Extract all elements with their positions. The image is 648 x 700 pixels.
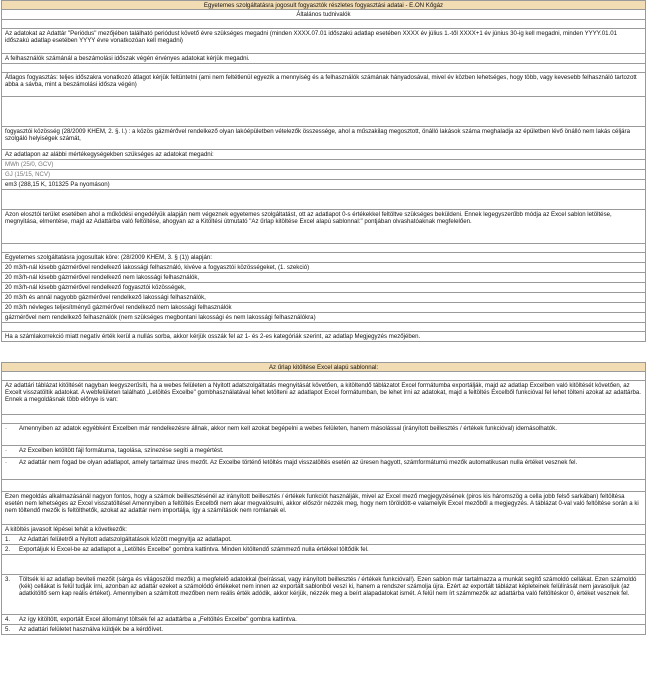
- step-item: [1, 625, 646, 635]
- section-title: Egyetemes szolgáltatásra jogosult fogyasztók részletes fogyasztási adatai - E.ON Kőgáz: [1, 0, 646, 10]
- paragraph-period: Az adatokat az Adattár "Periódus" mezőjében található periódust követő évre szükséges megadni (minden XXXX.07.01 időszakú adatlap esetében XXXX év július 1.-től XXXX+1 év június 30-ig kell megadni, minden YYYY.01.01 időszakú adatlap esetében YYYY évre vonatkozóan kell megadni): [1, 29, 646, 54]
- blank-row: [1, 323, 646, 332]
- step-text: Az Adattári felületről a Nyitott adatszolgáltatások között megnyitja az adatlapot.: [19, 536, 232, 543]
- step-item: [1, 575, 646, 615]
- step-text: Az adattári felületet használva küldjék be a kérdőívet.: [19, 626, 163, 633]
- unit-em3: em3 (288,15 K, 101325 Pa nyomáson): [1, 180, 646, 190]
- blank-row: [1, 20, 646, 29]
- bullet-text: Az adattár nem fogad be olyan adatlapot, amely tartalmaz üres mezőt. Az Excelbe történő letöltés majd visszatöltés esetén az üresen hagyott, számformátumú mezők automatikusan nulla értéket vesznek fel.: [19, 459, 578, 466]
- bullet-item: [1, 424, 646, 446]
- paragraph-users: A felhasználók számánál a beszámolási időszak végén érvényes adatokat kérjük megadni.: [1, 54, 646, 64]
- paragraph-zero-values: Azon elosztói terület esetében ahol a működési engedélyük alapján nem végeznek egyetemes szolgáltatást, ott az adatlapot 0-s értékekkel feltöltve szükséges beküldeni. Ennek legegyszerűbb módja az Excel sablon letöltése, megnyitása, elmentése, majd az Adattárba való feltöltése, ahogyan az a Kitöltési útmutató "Az űrlap kitöltése Excel alapú sablonnal:" pontjában olvashatóaknak megfelelően.: [1, 210, 646, 244]
- blank-row: [1, 64, 646, 73]
- blank-row: [1, 244, 646, 253]
- eligible-item: 20 m3/h és annál nagyobb gázmérővel rendelkező lakossági felhasználók,: [1, 293, 646, 303]
- eligible-item: 20 m3/h-nál kisebb gázmérővel rendelkező fogyasztói közösségek,: [1, 283, 646, 293]
- step-item: [1, 545, 646, 555]
- unit-gj: GJ (15/15, NCV): [1, 170, 646, 180]
- spacer: [1, 342, 646, 362]
- paragraph-paste-values: Ezen megoldás alkalmazásánál nagyon fontos, hogy a számok beillesztésénél az irányított beillesztés / értékek funkciót használják, mivel az Excel mező megjegyzésének (piros kis háromszög a cella jobb felső sarkában) feltöltésa esetén nem lehetséges az Excel visszatöltésel Amennyiben a feltöltés Excelből nem akar megvalósulni, akkor először nézzék meg, hogy nem töröldött-e valamelyik Excel mezőből a megjegyzés. A táblázat 0-val való feltöltése során a ki nem töltendő mezők is feltölthetők, azokat az adattár nem importálja, így a számítások nem romlanak el.: [1, 492, 646, 525]
- step-number: 5.: [5, 626, 11, 633]
- paragraph-units-intro: Az adatlapon az alábbi mértékegységekben szükséges az adatokat megadni:: [1, 150, 646, 160]
- step-text: Töltsék ki az adatlap beviteli mezőit (sárga és világoszöld mezők) a megfelelő adatokkal (beírással, vagy irányított beillesztés / értékek funkcióval!). Ezen sablon már tartalmazza a munkát segítő számoldó cellákat. Ezen számoldó (kék) cellákat is felül tudják írni, azonban az adattár ezeket a számolódó értékeket nem innen az exportált sablonból veszi ki, hanem a rendszer számolja újra. Ezért az exportált táblázat képleteinek felülírását nem javasoljuk (az adatkitöltő sem kap reális értéket). Amennyiben a számított mezőben nem reális érték adódik, akkor kérjük, nézzék meg a beírt alapadatokat ismét. A felül nem írt számmezők az adattárba való feltöltéskor 0, értéket vesznek fel.: [19, 576, 637, 598]
- spreadsheet: [1, 0, 646, 635]
- blank-row: [1, 97, 646, 127]
- bullet-mark: ·: [5, 459, 8, 466]
- steps-intro: A kitöltés javasolt lépései tehát a következők:: [1, 525, 646, 535]
- step-item: [1, 615, 646, 625]
- step-item: [1, 535, 646, 545]
- eligible-item: 20 m3/h névleges teljesítményű gázmérővel rendelkező nem lakossági felhasználók: [1, 303, 646, 313]
- step-text: Exportáljuk ki Excel-be az adatlapot a „Letöltés Excelbe" gombra kattintva. Minden kitöltendő számmező nulla értékkel töltődik fel.: [19, 546, 369, 553]
- bullet-mark: ·: [5, 447, 8, 454]
- blank-row: [1, 555, 646, 575]
- eligible-item: 20 m3/h-nál kisebb gázmérővel rendelkező lakossági felhasználó, kivéve a fogyasztói közösségeket, (1. szekció): [1, 263, 646, 273]
- paragraph-community: fogyasztói közösség (28/2009 KHEM, 2. §. l.) : a közös gázmérővel rendelkező olyan lakóépületben vételezők összessége, ahol a műszakilag megosztott, önálló lakások száma meghaladja az épületben lévő önálló nem lakás céljára szolgáló helyiségek számát,: [1, 127, 646, 150]
- paragraph-excel-intro: Az adattári táblázat kitöltését nagyban leegyszerűsíti, ha a webes felületen a Nyitott adatszolgáltatás megnyitását követően, a kitöltendő táblázatot Excel formátumba exportálják, majd az adatlap Excelben való kitöltését követően, az Excelt visszatöltik adatokat. A webfelületen található „Letöltés Excelbe" gombhasználatával lehet letölteni az adatlapot Excel formátumban, be lehet írni az adatokat, majd a feltöltés Excelből funkcióval fel lehet tölteni azokat az adattárba. Ennek a megoldásnak több előnye is van:: [1, 381, 646, 415]
- eligible-intro: Egyetemes szolgáltatásra jogosultak köre: (28/2009 KHEM, 3. § (1)) alapján:: [1, 253, 646, 263]
- paragraph-average: Átlagos fogyasztás: teljes időszakra vonatkozó átlagot kérjük feltüntetni (ami nem feltétlenül egyezik a mennyiség és a felhasználók számának hányadosával, mivel év közben lehetséges, hogy több, vagy kevesebb felhasználó tartozott abba a sávba, mint a beszámolási idősza végén): [1, 73, 646, 97]
- bullet-item: [1, 458, 646, 480]
- step-number: 4.: [5, 616, 11, 623]
- step-number: 3.: [5, 576, 11, 583]
- blank-row: [1, 190, 646, 210]
- step-number: 1.: [5, 536, 11, 543]
- blank-row: [1, 415, 646, 424]
- blank-row: [1, 372, 646, 381]
- step-number: 2.: [5, 546, 11, 553]
- section-title: Az űrlap kitöltése Excel alapú sablonnal:: [1, 362, 646, 372]
- bullet-text: Az Excelben letöltött fájl formátuma, tagolása, színezése segíti a megértést.: [19, 447, 224, 454]
- eligible-item: 20 m3/h-nál kisebb gázmérővel rendelkező nem lakossági felhasználók,: [1, 273, 646, 283]
- paragraph-correction: Ha a számlakorrekció miatt negatív érték kerül a nullás sorba, akkor kérjük osszák fel az 1- és 2-es kategóriák szerint, az adatlap Megjegyzés mezőjében.: [1, 332, 646, 342]
- bullet-item: [1, 446, 646, 458]
- step-text: Az így kitöltött, exportált Excel állományt töltsék fel az adattárba a „Feltöltés Excelbe" gombra kattintva.: [19, 616, 297, 623]
- eligible-item: gázmérővel nem rendelkező felhasználók (nem szükséges megbontani lakossági és nem lakossági felhasználókra): [1, 313, 646, 323]
- blank-row: [1, 480, 646, 492]
- bullet-text: Amennyiben az adatok egyébként Excelben már rendelkezésre állnak, akkor nem kell azokat begépelni a webes felületen, hanem másolással (irányított beillesztés / értékek funkcióval) idemásolhatók.: [19, 425, 557, 432]
- section-subtitle: Általános tudnivalók: [1, 10, 646, 20]
- unit-mwh: MWh (25/0, GCV): [1, 160, 646, 170]
- bullet-mark: ·: [5, 425, 8, 432]
